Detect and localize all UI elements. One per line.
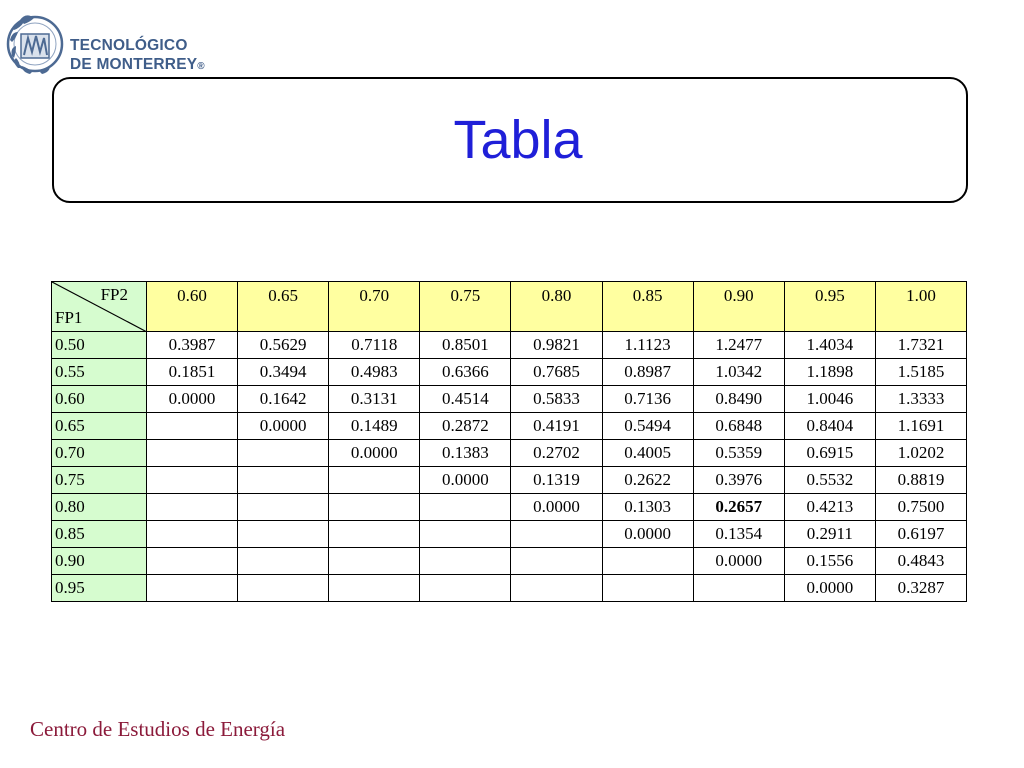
row-header: 0.75 — [52, 467, 147, 494]
table-cell: 0.6366 — [420, 359, 511, 386]
table-cell — [329, 494, 420, 521]
logo-line-2 — [70, 55, 205, 76]
column-header: 0.65 — [238, 282, 329, 332]
table-cell — [602, 575, 693, 602]
table-cell: 0.4005 — [602, 440, 693, 467]
logo-line-2-text: DE MONTERREY — [70, 56, 198, 73]
logo-line-1: TECNOLÓGICO — [70, 37, 188, 54]
row-axis-label: FP1 — [55, 308, 83, 327]
table-cell: 0.4191 — [511, 413, 602, 440]
table-cell: 0.3976 — [693, 467, 784, 494]
column-header: 1.00 — [875, 282, 966, 332]
column-header: 0.75 — [420, 282, 511, 332]
table-cell: 0.7500 — [875, 494, 966, 521]
table-row — [52, 413, 967, 440]
table-cell — [329, 575, 420, 602]
table-row — [52, 467, 967, 494]
table-cell: 0.7685 — [511, 359, 602, 386]
table-cell: 0.5629 — [238, 332, 329, 359]
row-header: 0.90 — [52, 548, 147, 575]
table-cell: 0.2911 — [784, 521, 875, 548]
footer-text: Centro de Estudios de Energía — [30, 717, 286, 741]
table-cell — [238, 494, 329, 521]
table-cell — [420, 494, 511, 521]
table-cell: 0.1383 — [420, 440, 511, 467]
row-header: 0.50 — [52, 332, 147, 359]
table-cell: 0.4514 — [420, 386, 511, 413]
table-cell — [147, 467, 238, 494]
row-header: 0.55 — [52, 359, 147, 386]
table-cell: 0.3287 — [875, 575, 966, 602]
table-cell: 0.8490 — [693, 386, 784, 413]
table-cell: 0.7136 — [602, 386, 693, 413]
table-cell: 1.1123 — [602, 332, 693, 359]
corner-cell — [52, 282, 147, 332]
table-cell — [147, 494, 238, 521]
registered-mark: ® — [197, 61, 205, 72]
page-title: Tabla — [453, 110, 583, 170]
table-cell — [329, 548, 420, 575]
table-cell: 0.8987 — [602, 359, 693, 386]
header-row — [52, 282, 967, 332]
row-header: 0.70 — [52, 440, 147, 467]
table-cell — [147, 440, 238, 467]
row-header: 0.60 — [52, 386, 147, 413]
table-cell — [238, 467, 329, 494]
table-cell: 0.2702 — [511, 440, 602, 467]
table-row — [52, 575, 967, 602]
table-cell: 1.7321 — [875, 332, 966, 359]
table-cell: 0.2622 — [602, 467, 693, 494]
institution-logo — [4, 8, 234, 82]
table-cell: 1.3333 — [875, 386, 966, 413]
table-cell: 0.1556 — [784, 548, 875, 575]
table-cell: 0.1642 — [238, 386, 329, 413]
table-cell: 1.0202 — [875, 440, 966, 467]
table-cell: 0.3494 — [238, 359, 329, 386]
table-cell: 0.1851 — [147, 359, 238, 386]
table-cell — [147, 413, 238, 440]
table-cell: 1.1898 — [784, 359, 875, 386]
table-cell: 0.0000 — [511, 494, 602, 521]
table-cell: 0.0000 — [238, 413, 329, 440]
table-cell — [238, 575, 329, 602]
table-cell — [147, 548, 238, 575]
column-axis-label: FP2 — [100, 285, 128, 304]
table-cell: 1.4034 — [784, 332, 875, 359]
table-cell — [329, 467, 420, 494]
table-cell: 0.2657 — [693, 494, 784, 521]
table-cell: 0.1303 — [602, 494, 693, 521]
row-header: 0.85 — [52, 521, 147, 548]
title-box — [52, 77, 968, 203]
table-cell: 0.5359 — [693, 440, 784, 467]
data-table — [51, 281, 967, 602]
table-cell: 0.6915 — [784, 440, 875, 467]
column-header: 0.80 — [511, 282, 602, 332]
table-cell: 0.4983 — [329, 359, 420, 386]
table-cell — [238, 521, 329, 548]
table-body — [52, 282, 967, 602]
table-cell: 1.5185 — [875, 359, 966, 386]
table-cell: 1.0342 — [693, 359, 784, 386]
table-row — [52, 494, 967, 521]
table-cell — [511, 548, 602, 575]
table-cell: 0.5833 — [511, 386, 602, 413]
table-cell: 0.9821 — [511, 332, 602, 359]
table-row — [52, 359, 967, 386]
table-cell: 0.0000 — [693, 548, 784, 575]
table-cell: 0.3131 — [329, 386, 420, 413]
table-cell — [511, 521, 602, 548]
row-header: 0.80 — [52, 494, 147, 521]
table-row — [52, 548, 967, 575]
table-cell: 0.0000 — [420, 467, 511, 494]
table-cell — [420, 575, 511, 602]
table-cell: 0.6197 — [875, 521, 966, 548]
table-cell — [238, 440, 329, 467]
table-cell: 0.0000 — [602, 521, 693, 548]
table-row — [52, 386, 967, 413]
table-row — [52, 440, 967, 467]
table-cell — [147, 521, 238, 548]
table-cell: 1.0046 — [784, 386, 875, 413]
table-cell: 0.3987 — [147, 332, 238, 359]
table-cell — [602, 548, 693, 575]
table-cell — [420, 548, 511, 575]
table-cell: 0.1354 — [693, 521, 784, 548]
column-header: 0.95 — [784, 282, 875, 332]
table-cell: 0.8404 — [784, 413, 875, 440]
table-cell — [420, 521, 511, 548]
column-header: 0.85 — [602, 282, 693, 332]
table-cell — [147, 575, 238, 602]
table-cell: 0.5494 — [602, 413, 693, 440]
table-cell: 0.0000 — [784, 575, 875, 602]
table-cell: 0.6848 — [693, 413, 784, 440]
table-cell: 0.1319 — [511, 467, 602, 494]
table-cell: 0.4213 — [784, 494, 875, 521]
table-cell: 0.8819 — [875, 467, 966, 494]
row-header: 0.95 — [52, 575, 147, 602]
table-cell: 0.0000 — [147, 386, 238, 413]
table-cell: 0.2872 — [420, 413, 511, 440]
table-row — [52, 521, 967, 548]
table-cell — [329, 521, 420, 548]
table-cell: 0.1489 — [329, 413, 420, 440]
table-cell: 0.0000 — [329, 440, 420, 467]
column-header: 0.60 — [147, 282, 238, 332]
column-header: 0.70 — [329, 282, 420, 332]
table-cell: 0.5532 — [784, 467, 875, 494]
row-header: 0.65 — [52, 413, 147, 440]
table-cell: 0.4843 — [875, 548, 966, 575]
table-cell — [511, 575, 602, 602]
table-cell: 0.8501 — [420, 332, 511, 359]
logo-wordmark — [70, 36, 205, 76]
table-row — [52, 332, 967, 359]
column-header: 0.90 — [693, 282, 784, 332]
table-cell — [238, 548, 329, 575]
institution-seal-icon — [4, 8, 68, 80]
table-cell: 0.7118 — [329, 332, 420, 359]
table-cell — [693, 575, 784, 602]
table-cell: 1.2477 — [693, 332, 784, 359]
table-cell: 1.1691 — [875, 413, 966, 440]
